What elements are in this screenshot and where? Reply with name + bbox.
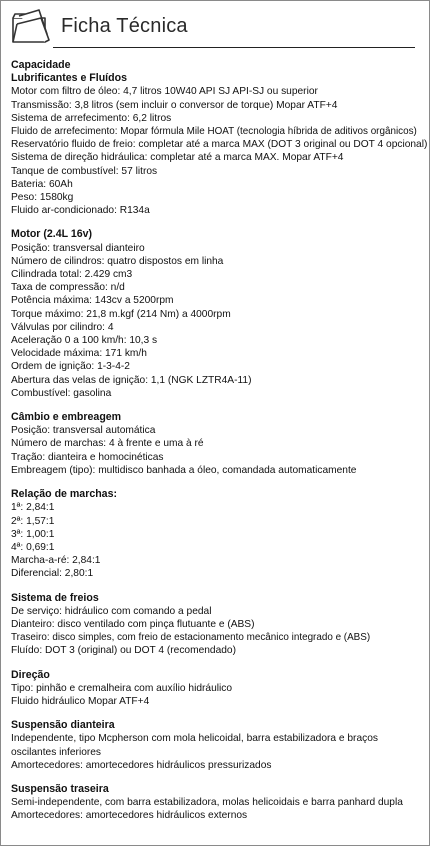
section-title: Suspensão dianteira bbox=[11, 719, 115, 732]
spec-line: 3ª: 1,00:1 bbox=[11, 528, 55, 540]
section-title: Suspensão traseira bbox=[11, 782, 109, 795]
spec-line: Velocidade máxima: 171 km/h bbox=[11, 348, 147, 360]
spec-line: Tanque de combustível: 57 litros bbox=[11, 165, 158, 177]
spec-line: Fluido de arrefecimento: Mopar fórmula Mile HOAT (tecnologia híbrida de aditivos orgânicos) bbox=[11, 126, 417, 138]
section-title: Sistema de freios bbox=[11, 591, 99, 604]
spec-line: Sistema de direção hidráulica: completar até a marca MAX. Mopar ATF+4 bbox=[11, 152, 344, 164]
section-title: Capacidade bbox=[11, 59, 71, 71]
spec-line: Bateria: 60Ah bbox=[11, 178, 73, 190]
spec-line: Posição: transversal dianteiro bbox=[11, 242, 145, 254]
spec-line: Torque máximo: 21,8 m.kgf (214 Nm) a 4000rpm bbox=[11, 308, 231, 320]
section-motor bbox=[11, 228, 419, 400]
spec-line: Tipo: pinhão e cremalheira com auxílio hidráulico bbox=[11, 682, 233, 694]
section-title: Relação de marchas: bbox=[11, 488, 117, 501]
spec-line: Cilindrada total: 2.429 cm3 bbox=[11, 269, 133, 281]
spec-line: Embreagem (tipo): multidisco banhada a óleo, comandada automaticamente bbox=[11, 464, 357, 476]
spec-line: 2ª: 1,57:1 bbox=[11, 515, 55, 527]
spec-line: Traseiro: disco simples, com freio de estacionamento mecânico integrado e (ABS) bbox=[11, 632, 371, 644]
spec-line: Abertura das velas de ignição: 1,1 (NGK LZTR4A-11) bbox=[11, 374, 252, 386]
spec-line: Fluído: DOT 3 (original) ou DOT 4 (recomendado) bbox=[11, 645, 236, 657]
section-title: Motor (2.4L 16v) bbox=[11, 228, 93, 241]
spec-line: Potência máxima: 143cv a 5200rpm bbox=[11, 295, 174, 307]
spec-line: Amortecedores: amortecedores hidráulicos pressurizados bbox=[11, 759, 272, 771]
spec-line: Marcha-a-ré: 2,84:1 bbox=[11, 555, 101, 567]
spec-line: Motor com filtro de óleo: 4,7 litros 10W40 API SJ API-SJ ou superior bbox=[11, 86, 318, 98]
spec-content bbox=[1, 53, 429, 823]
section-cambio bbox=[11, 411, 419, 477]
folder-icon bbox=[9, 6, 53, 46]
spec-line: Amortecedores: amortecedores hidráulicos externos bbox=[11, 810, 248, 822]
spec-line: 4ª: 0,69:1 bbox=[11, 541, 55, 553]
section-freios bbox=[11, 592, 419, 658]
header bbox=[1, 1, 429, 53]
header-divider bbox=[53, 47, 415, 48]
spec-line: De serviço: hidráulico com comando a pedal bbox=[11, 605, 212, 617]
spec-line: Semi-independente, com barra estabilizadora, molas helicoidais e barra panhard dupla bbox=[11, 797, 403, 809]
spec-line: Peso: 1580kg bbox=[11, 192, 74, 204]
spec-line: Taxa de compressão: n/d bbox=[11, 282, 125, 294]
section-suspensao-dianteira bbox=[11, 719, 419, 772]
page-title: Ficha Técnica bbox=[61, 15, 188, 37]
spec-line: Fluido ar-condicionado: R134a bbox=[11, 205, 150, 217]
spec-line: 1ª: 2,84:1 bbox=[11, 502, 55, 514]
spec-line: Fluido hidráulico Mopar ATF+4 bbox=[11, 695, 150, 707]
spec-line: Aceleração 0 a 100 km/h: 10,3 s bbox=[11, 335, 158, 347]
spec-line: Reservatório fluido de freio: completar até a marca MAX (DOT 3 original ou DOT 4 opcional) bbox=[11, 139, 428, 151]
section-title: Direção bbox=[11, 668, 50, 681]
spec-line: Combustível: gasolina bbox=[11, 387, 112, 399]
section-subtitle: Lubrificantes e Fluídos bbox=[11, 72, 127, 85]
section-direcao bbox=[11, 669, 419, 709]
spec-line: Posição: transversal automática bbox=[11, 425, 156, 437]
spec-line: Ordem de ignição: 1-3-4-2 bbox=[11, 361, 130, 373]
section-suspensao-traseira bbox=[11, 783, 419, 823]
spec-line: Número de cilindros: quatro dispostos em linha bbox=[11, 255, 224, 267]
spec-line: Dianteiro: disco ventilado com pinça flutuante e (ABS) bbox=[11, 618, 255, 630]
section-title: Câmbio e embreagem bbox=[11, 411, 122, 424]
spec-line: Transmissão: 3,8 litros (sem incluir o conversor de torque) Mopar ATF+4 bbox=[11, 99, 338, 111]
spec-line: Sistema de arrefecimento: 6,2 litros bbox=[11, 112, 172, 124]
spec-line: Independente, tipo Mcpherson com mola helicoidal, barra estabilizadora e braços oscilantes inferiores bbox=[11, 733, 378, 758]
section-relacao-marchas bbox=[11, 488, 419, 580]
spec-line: Válvulas por cilindro: 4 bbox=[11, 321, 114, 333]
spec-line: Número de marchas: 4 à frente e uma à ré bbox=[11, 438, 204, 450]
spec-line: Tração: dianteira e homocinéticas bbox=[11, 451, 164, 463]
section-capacidade bbox=[11, 59, 428, 217]
spec-line: Diferencial: 2,80:1 bbox=[11, 568, 94, 580]
